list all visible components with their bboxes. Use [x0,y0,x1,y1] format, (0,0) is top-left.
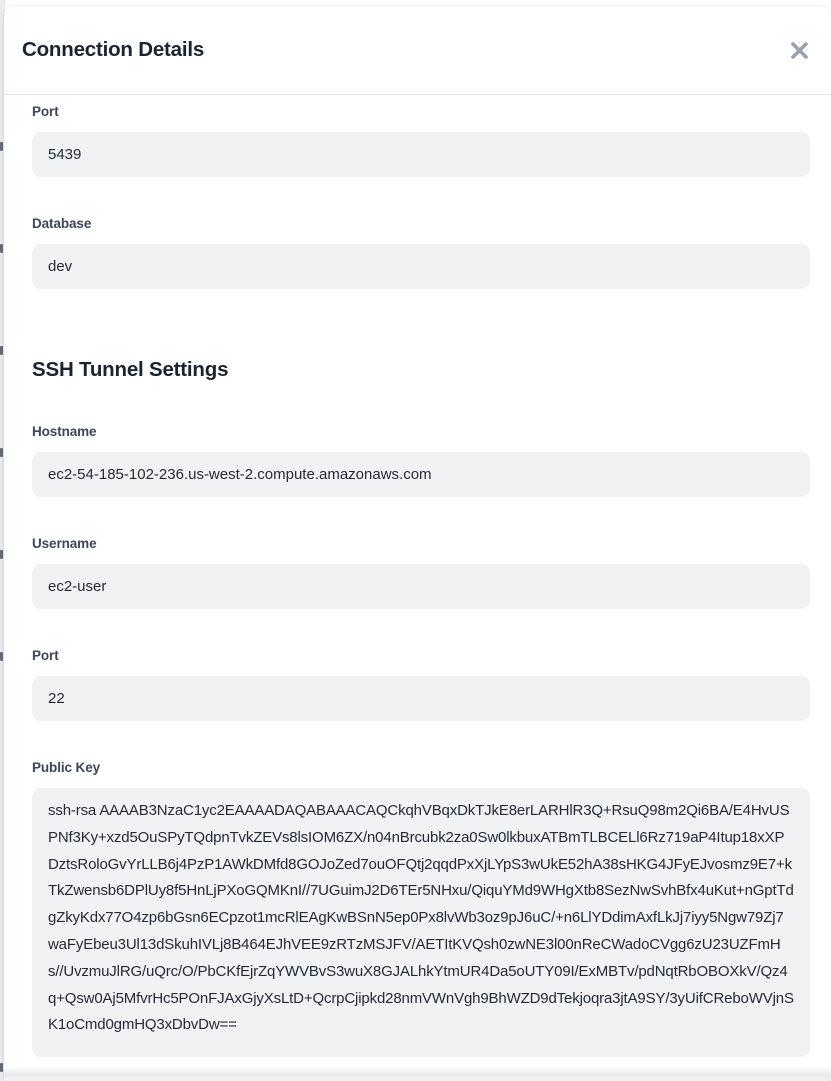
background-text-fragment [0,448,3,457]
background-text-fragment [0,244,3,253]
ssh-port-input[interactable] [32,676,810,721]
username-input[interactable] [32,564,810,609]
background-text-fragment [0,1063,3,1072]
ssh-tunnel-settings-heading: SSH Tunnel Settings [32,358,229,381]
ssh-port-field-group [32,649,810,721]
hostname-input[interactable] [32,452,810,497]
port-input[interactable] [32,132,810,177]
database-label: Database [32,216,92,231]
username-field-group [32,537,810,609]
public-key-field-group [32,761,810,1057]
public-key-textarea[interactable] [32,788,810,1057]
background-text-fragment [0,652,3,661]
hostname-field-group [32,425,810,497]
database-field-group [32,217,810,289]
public-key-label: Public Key [32,760,101,775]
modal-title: Connection Details [22,38,205,61]
connection-details-modal [4,6,831,1081]
modal-header [4,6,831,95]
username-label: Username [32,536,97,551]
close-icon [789,40,810,61]
close-button[interactable] [781,32,817,68]
background-text-fragment [0,142,3,151]
background-text-fragment [0,550,3,559]
hostname-label: Hostname [32,424,97,439]
port-label: Port [32,104,59,119]
port-field-group [32,105,810,177]
background-text-fragment [0,346,3,355]
database-input[interactable] [32,244,810,289]
ssh-port-label: Port [32,648,59,663]
modal-footer-edge [4,1066,831,1081]
modal-body [4,95,831,1057]
